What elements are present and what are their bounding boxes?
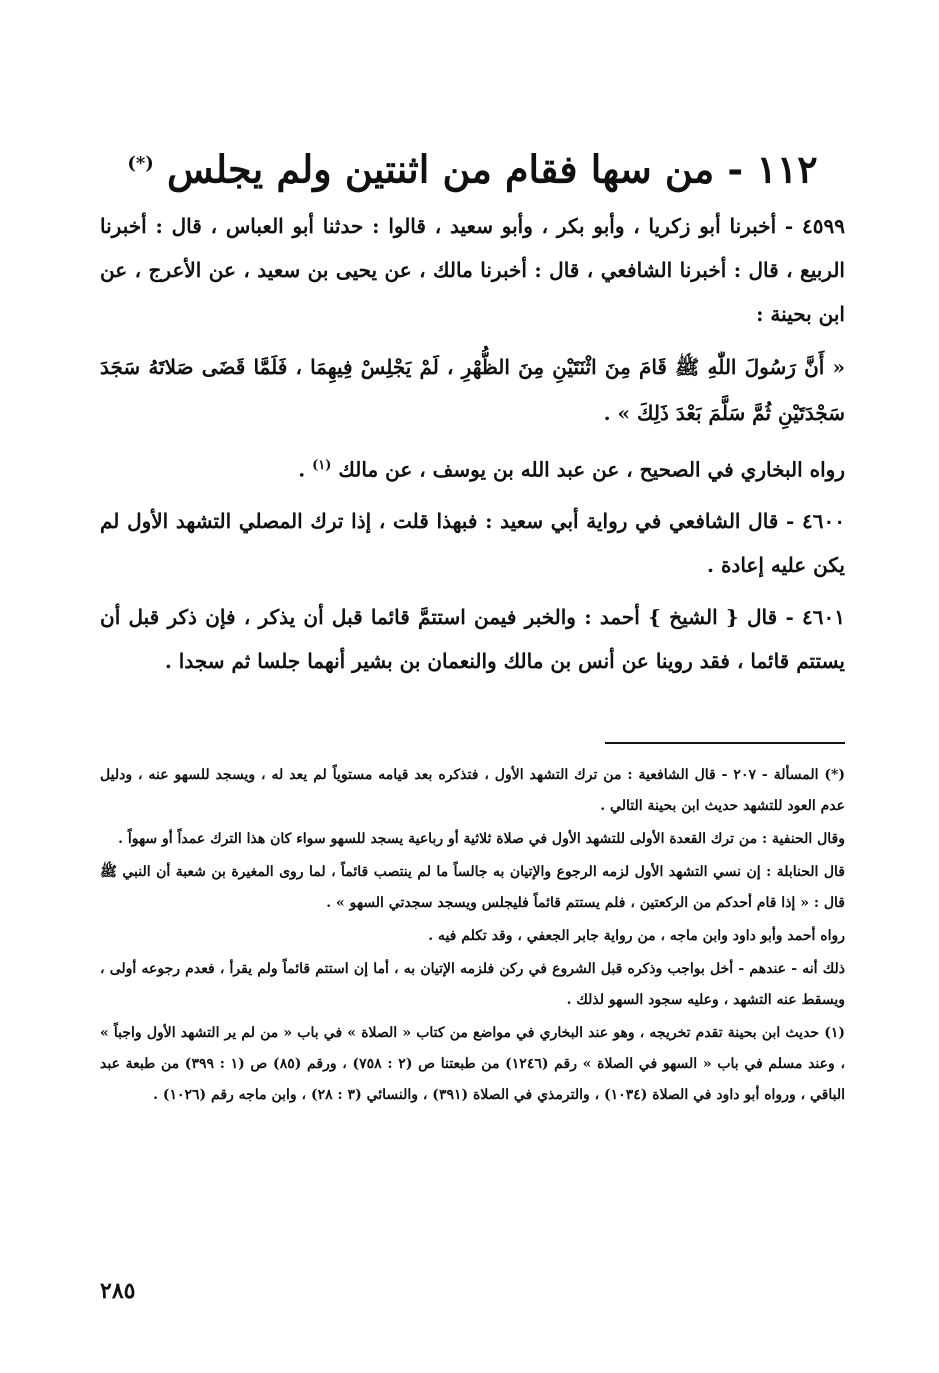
bukhari-end: . <box>298 457 306 482</box>
chapter-footnote-marker: (*) <box>127 153 154 174</box>
footnote-shafii: (*) المسألة - ٢٠٧ - قال الشافعية : من ترك التشهد الأول ، فتذكره بعد قيامه مستوياً لم يعد له ، ويسجد للسهو عنه ، ودليل عدم العود للتشهد حديث ابن بحينة التالي . <box>100 767 845 814</box>
footnote-1: (١) حديث ابن بحينة تقدم تخريجه ، وهو عند البخاري في مواضع من كتاب « الصلاة » في باب « من لم ير التشهد الأول واجباً » ، وعند مسلم في باب « السهو في الصلاة » رقم (١٢٤٦) من طبعتنا ص (٢ : ٧٥٨) ، ورقم (٨٥) ص (١ : ٣٩٩) من طبعة عبد الباقي ، ورواه أبو داود في الصلاة (١٠٣٤) ، والترمذي في الصلاة (٣٩١) ، والنسائي (٣ : ٢٨) ، وابن ماجه رقم (١٠٢٦) . <box>100 1025 845 1103</box>
footnote-hanafi: وقال الحنفية : من ترك القعدة الأولى للتشهد الأول في صلاة ثلاثية أو رباعية يسجد للسهو سواء كان هذا الترك عمداً أو سهواً . <box>118 831 845 847</box>
paragraph-4600: ٤٦٠٠ - قال الشافعي في رواية أبي سعيد : فبهذا قلت ، إذا ترك المصلي التشهد الأول لم يكن عليه إعادة . <box>100 509 845 578</box>
paragraph-4599: ٤٥٩٩ - أخبرنا أبو زكريا ، وأبو بكر ، وأبو سعيد ، قالوا : حدثنا أبو العباس ، قال : أخبرنا الربيع ، قال : أخبرنا الشافعي ، قال : أخبرنا مالك ، عن يحيى بن سعيد ، عن الأعرج ، عن ابن بحينة : <box>100 213 845 326</box>
footnote-hanbali: قال الحنابلة : إن نسي التشهد الأول لزمه الرجوع والإتيان به جالساً ما لم ينتصب قائماً ، لما روى المغيرة بن شعبة أن النبي ﷺ قال : « إذا قام أحدكم من الركعتين ، فلم يستتم قائماً فليجلس ويسجد سجدتي السهو » . <box>100 864 845 911</box>
hadith-text: « أَنَّ رَسُولَ اللّٰهِ ﷺ قَامَ مِنَ اثْنَتَيْنِ مِنَ الظُّهْرِ ، لَمْ يَجْلِسْ فِيهِمَا ، فَلَمَّا قَضَى صَلاتَهُ سَجَدَ سَجْدَتَيْنِ ثُمَّ سَلَّمَ بَعْدَ ذَلِكَ » . <box>100 354 845 425</box>
footnote-explanation: ذلك أنه - عندهم - أخل بواجب وذكره قبل الشروع في ركن فلزمه الإتيان به ، أما إن استتم قائماً ولم يقرأ ، فعدم رجوعه أولى ، ويسقط عنه التشهد ، وعليه سجود السهو لذلك . <box>100 961 845 1008</box>
footnote-divider <box>605 742 845 744</box>
bukhari-text: رواه البخاري في الصحيح ، عن عبد الله بن يوسف ، عن مالك <box>338 457 845 482</box>
footnotes <box>100 760 845 1113</box>
paragraph-4601: ٤٦٠١ - قال { الشيخ } أحمد : والخبر فيمن استتمَّ قائما قبل أن يذكر ، فإن ذكر قبل أن يستتم قائما ، فقد روينا عن أنس بن مالك والنعمان بن بشير أنهما جلسا ثم سجدا . <box>100 605 845 674</box>
footnote-ref-1: (١) <box>312 457 332 473</box>
chapter-title-text: ١١٢ - من سها فقام من اثنتين ولم يجلس <box>167 146 818 192</box>
footnote-narration: رواه أحمد وأبو داود وابن ماجه ، من رواية جابر الجعفي ، وقد تكلم فيه . <box>428 928 845 944</box>
page-number: ٢٨٥ <box>100 1278 136 1304</box>
paragraph-bukhari <box>100 444 845 492</box>
main-text <box>100 140 845 691</box>
chapter-title <box>100 140 845 194</box>
